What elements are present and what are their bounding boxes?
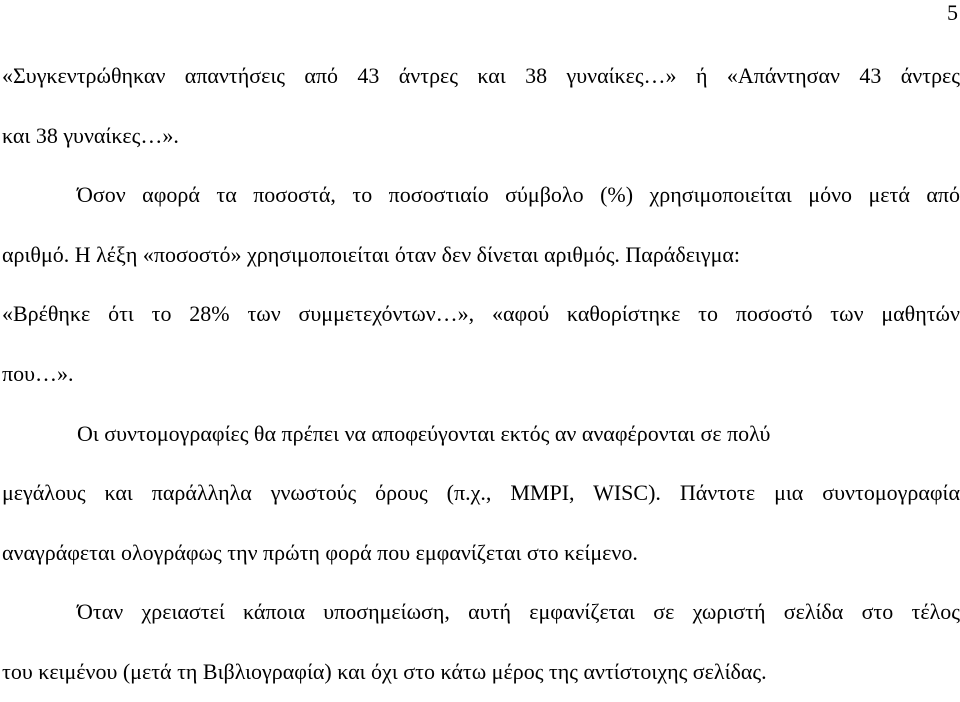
text-line: και 38 γυναίκες…». [2,122,179,148]
text-line: αναγράφεται ολογράφως την πρώτη φορά που εμφανίζεται στο κείμενο. [2,539,638,565]
text-line: «Βρέθηκε ότι το 28% των συμμετεχόντων…», «αφού καθορίστηκε το ποσοστό των μαθητών [2,301,960,327]
text-line: αριθμό. Η λέξη «ποσοστό» χρησιμοποιείται όταν δεν δίνεται αριθμός. Παράδειγμα: [2,241,741,267]
text-line: «Συγκεντρώθηκαν απαντήσεις από 43 άντρες και 38 γυναίκες…» ή «Απάντησαν 43 άντρες [2,63,960,88]
text-line: του κειμένου (μετά τη Βιβλιογραφία) και όχι στο κάτω μέρος της αντίστοιχης σελίδας. [2,658,767,684]
text-line: Όταν χρειαστεί κάποια υποσημείωση, αυτή εμφανίζεται σε χωριστή σελίδα στο τέλος [77,599,960,625]
text-line: Οι συντομογραφίες θα πρέπει να αποφεύγονται εκτός αν αναφέρονται σε πολύ [77,420,771,446]
page-number: 5 [947,0,958,25]
text-line: Όσον αφορά τα ποσοστά, το ποσοστιαίο σύμβολο (%) χρησιμοποιείται μόνο μετά από [77,182,960,208]
text-line: που…». [2,360,74,386]
text-line: μεγάλους και παράλληλα γνωστούς όρους (π.χ., MMPI, WISC). Πάντοτε μια συντομογραφία [2,480,960,506]
document-body [2,46,960,702]
